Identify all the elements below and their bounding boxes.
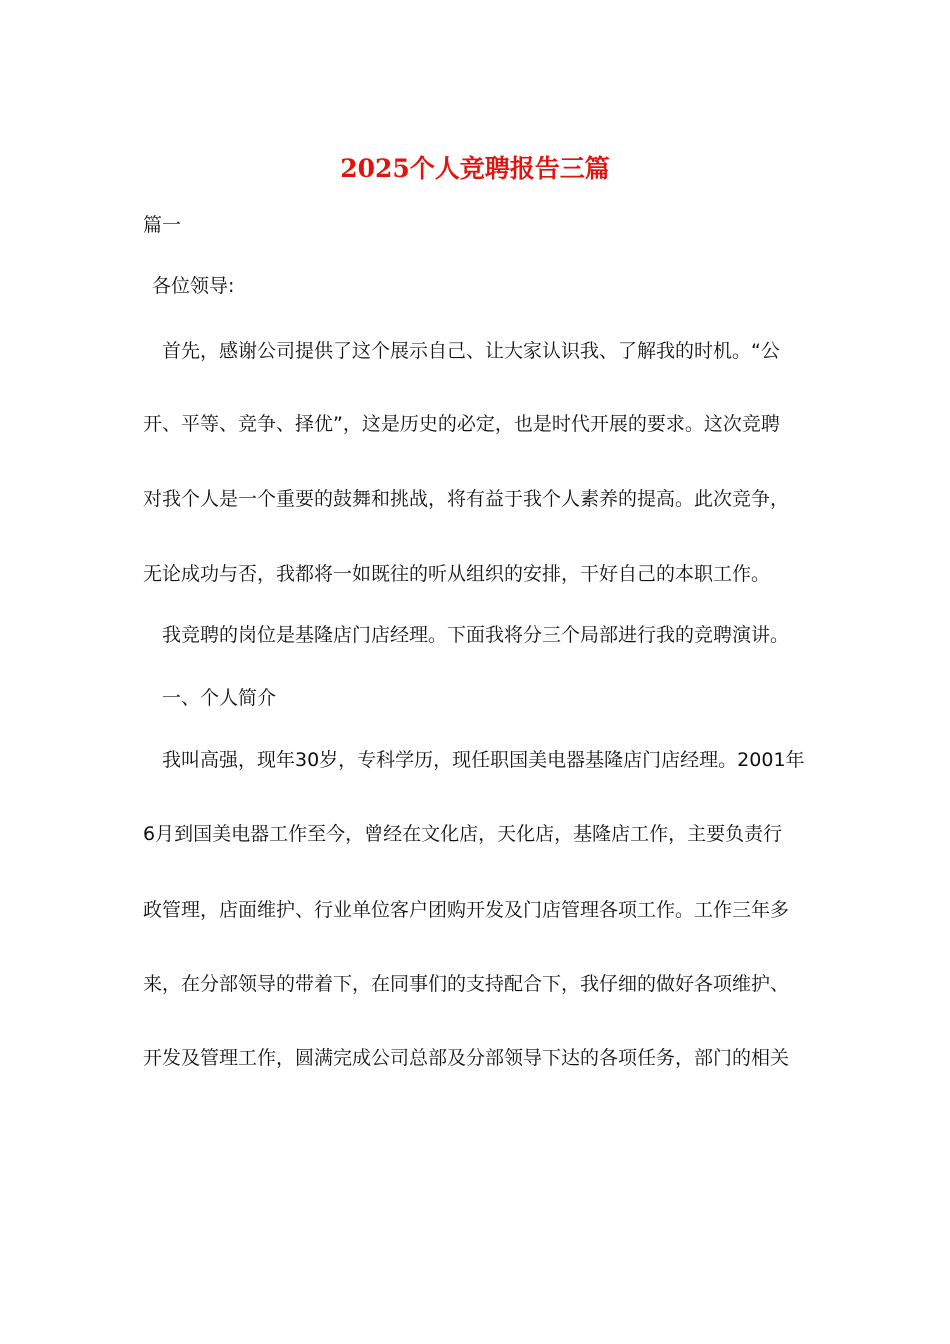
section-heading: 篇一 [143,214,182,236]
paragraph-line: 来，在分部领导的带着下，在同事们的支持配合下，我仔细的做好各项维护、 [143,973,790,995]
paragraph-line: 开、平等、竞争、择优”，这是历史的必定，也是时代开展的要求。这次竞聘 [143,413,780,435]
paragraph-line: 我叫高强，现年30岁，专科学历，现任职国美电器基隆店门店经理。2001年 [162,749,805,771]
paragraph-line: 对我个人是一个重要的鼓舞和挑战，将有益于我个人素养的提高。此次竞争， [143,488,790,510]
paragraph-line: 政管理，店面维护、行业单位客户团购开发及门店管理各项工作。工作三年多 [143,899,790,921]
subsection-heading: 一、个人简介 [162,687,277,709]
paragraph-line: 首先，感谢公司提供了这个展示自己、让大家认识我、了解我的时机。“公 [162,340,780,362]
paragraph-line: 开发及管理工作，圆满完成公司总部及分部领导下达的各项任务，部门的相关 [143,1047,790,1069]
salutation: 各位领导: [152,275,235,297]
paragraph-line: 我竞聘的岗位是基隆店门店经理。下面我将分三个局部进行我的竞聘演讲。 [162,624,790,646]
paragraph-line: 6月到国美电器工作至今，曾经在文化店，天化店，基隆店工作，主要负责行 [143,823,783,845]
paragraph-line: 无论成功与否，我都将一如既往的听从组织的安排，干好自己的本职工作。 [143,563,771,585]
document-title: 2025个人竞聘报告三篇 [340,154,610,183]
